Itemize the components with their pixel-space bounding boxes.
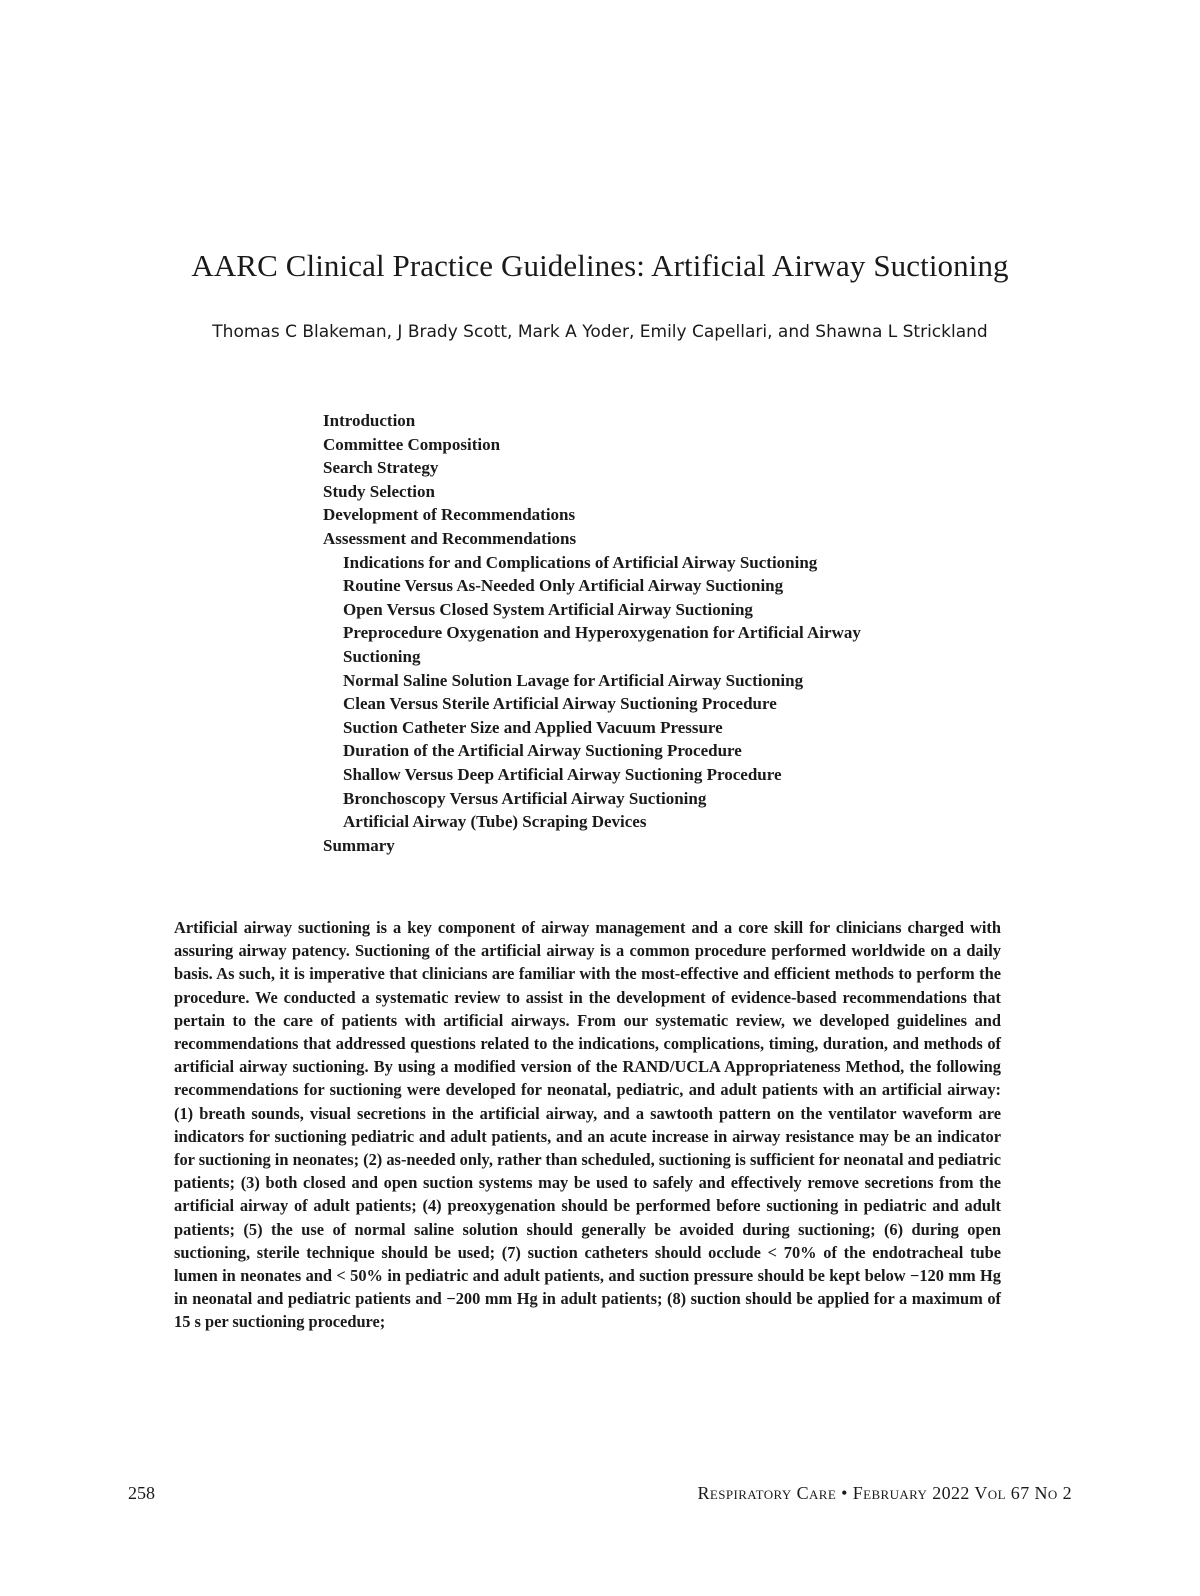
toc-section-item: Introduction (323, 411, 416, 430)
toc-subsection-item: Artificial Airway (Tube) Scraping Devices (343, 812, 647, 832)
toc-section-item: Committee Composition (323, 434, 501, 454)
page-number: 258 (128, 1483, 155, 1503)
article-title: AARC Clinical Practice Guidelines: Artificial Airway Suctioning (191, 248, 1009, 283)
journal-citation: Respiratory Care • February 2022 Vol 67 No 2 (697, 1483, 1072, 1503)
author-list: Thomas C Blakeman, J Brady Scott, Mark A Yoder, Emily Capellari, and Shawna L Strickland (212, 322, 988, 342)
toc-subsection-item: Suction Catheter Size and Applied Vacuum Pressure (343, 717, 723, 737)
toc-subsection-item: Open Versus Closed System Artificial Airway Suctioning (343, 599, 753, 619)
toc-section-item: Study Selection (323, 481, 435, 501)
toc-subsection-item: Preprocedure Oxygenation and Hyperoxygenation for Artificial Airway (343, 623, 861, 643)
abstract-text: Artificial airway suctioning is a key component of airway management and a core skill for clinicians charged with assuring airway patency. Suctioning of the artificial airway is a common procedure performed worldwide on a daily basis. As such, it is imperative that clinicians are familiar with the most-effective and efficient methods to perform the procedure. We conducted a systematic review to assist in the development of evidence-based recommendations that pertain to the care of patients with artificial airways. From our systematic review, we developed guidelines and recommendations that addressed questions related to the indications, complications, timing, duration, and methods of artificial airway suctioning. By using a modified version of the RAND/UCLA Appropriateness Method, the following recommendations for suctioning were developed for neonatal, pediatric, and adult patients with an artificial airway: (1) breath sounds, visual secretions in the artificial airway, and a sawtooth pattern on the ventilator waveform are indicators for suctioning pediatric and adult patients, and an acute increase in airway resistance may be an indicator for suctioning in neonates; (2) as-needed only, rather than scheduled, suctioning is sufficient for neonatal and pediatric patients; (3) both closed and open suction systems may be used to safely and effectively remove secretions from the artificial airway of adult patients; (4) preoxygenation should be performed before suctioning in pediatric and adult patients; (5) the use of normal saline solution should generally be avoided during suctioning; (6) during open suctioning, sterile technique should be used; (7) suction catheters should occlude < 70% of the endotracheal tube lumen in neonates and < 50% in pediatric and adult patients, and suction pressure should be kept below −120 mm Hg in neonatal and pediatric patients and −200 mm Hg in adult patients; (8) suction should be applied for a maximum of 15 s per suctioning procedure; (174, 918, 1001, 1332)
toc-subsection-item: Indications for and Complications of Artificial Airway Suctioning (343, 552, 818, 572)
toc-subsection-item: Duration of the Artificial Airway Suctioning Procedure (343, 741, 742, 761)
toc-subsection-item: Routine Versus As-Needed Only Artificial Airway Suctioning (343, 576, 784, 596)
toc-section-item: Assessment and Recommendations (323, 528, 577, 548)
toc-subsection-item: Clean Versus Sterile Artificial Airway Suctioning Procedure (343, 694, 777, 714)
toc-section-item: Summary (323, 835, 395, 855)
table-of-contents (323, 409, 983, 857)
toc-section-item: Development of Recommendations (323, 505, 576, 525)
toc-subsection-item: Bronchoscopy Versus Artificial Airway Suctioning (343, 788, 707, 808)
toc-subsection-item: Normal Saline Solution Lavage for Artificial Airway Suctioning (343, 670, 804, 690)
toc-section-item: Search Strategy (323, 458, 439, 478)
toc-subsection-item: Shallow Versus Deep Artificial Airway Suctioning Procedure (343, 764, 782, 784)
toc-subsection-item: Suctioning (343, 646, 421, 666)
